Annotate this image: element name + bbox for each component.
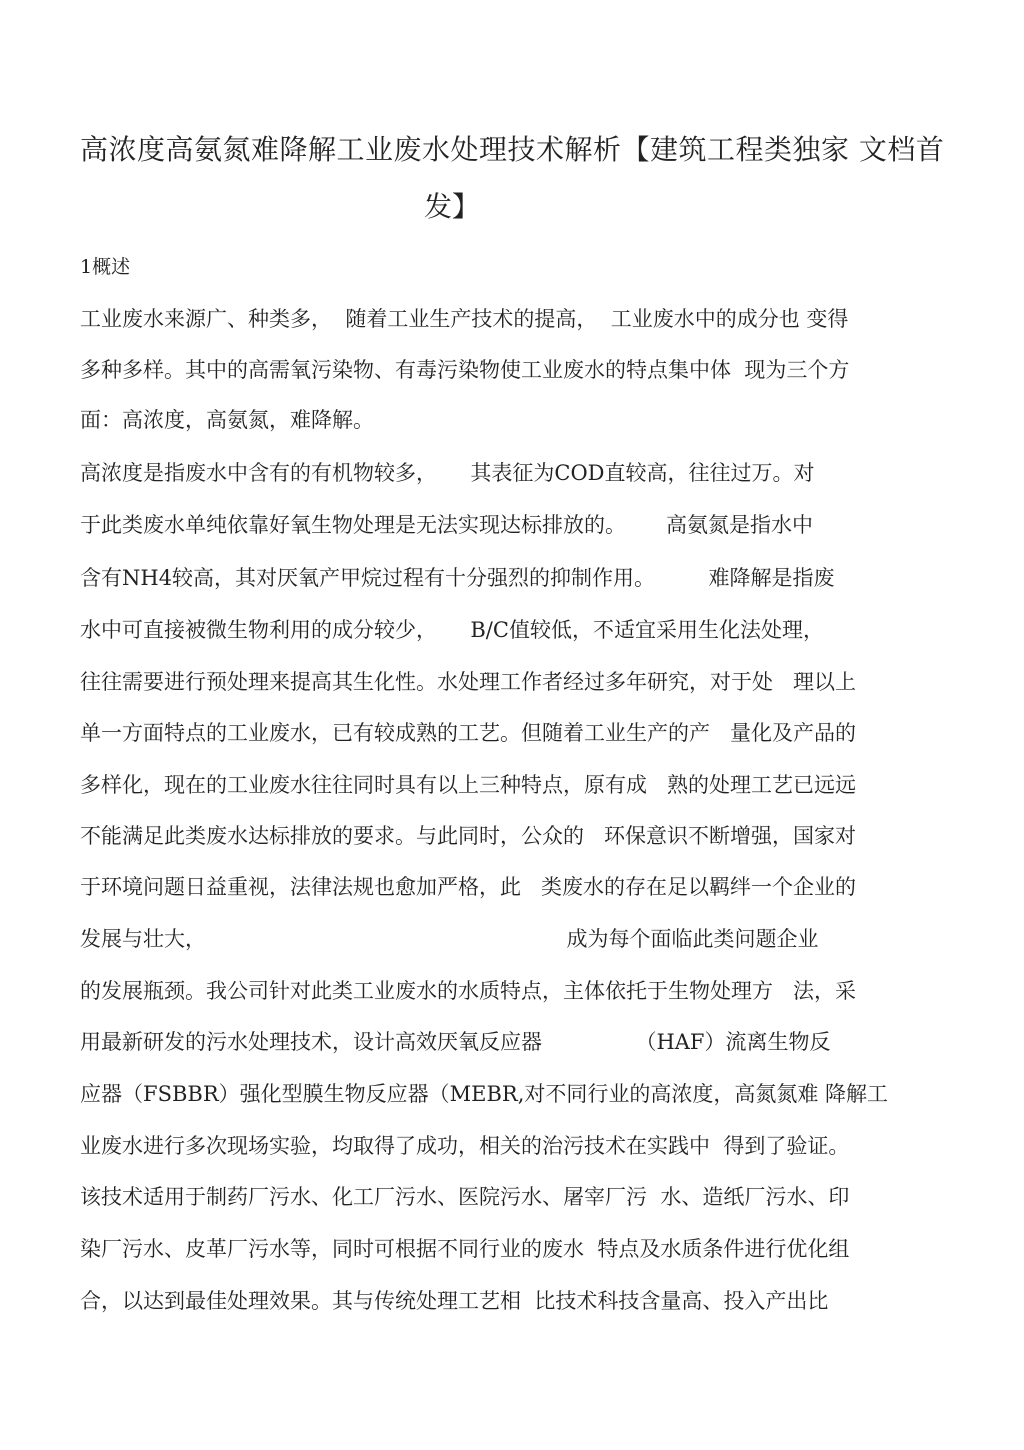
body-line: 往往需要进行预处理来提高其生化性。水处理工作者经过多年研究，对于处 理以上	[80, 670, 857, 694]
body-line: 面：高浓度，高氨氮，难降解。	[80, 408, 374, 432]
body-line: 业废水进行多次现场实验，均取得了成功，相关的治污技术在实践中 得到了验证。	[80, 1134, 850, 1158]
body-line: 合，以达到最佳处理效果。其与传统处理工艺相 比技术科技含量高、投入产出比	[80, 1289, 829, 1313]
section-heading: 1概述	[80, 256, 131, 278]
body-line: 发展与壮大， 成为每个面临此类问题企业	[80, 927, 819, 951]
body-line: 工业废水来源广、种类多， 随着工业生产技术的提高， 工业废水中的成分也 变得	[80, 307, 849, 331]
body-line: 的发展瓶颈。我公司针对此类工业废水的水质特点，主体依托于生物处理方 法，采	[80, 979, 857, 1003]
document-title-line-2: 发】	[424, 190, 481, 223]
body-line: 多样化，现在的工业废水往往同时具有以上三种特点，原有成 熟的处理工艺已远远	[80, 773, 857, 797]
body-line: 应器（FSBBR）强化型膜生物反应器（MEBR,对不同行业的高浓度，高氮氮难 降解工	[80, 1082, 889, 1106]
body-line: 单一方面特点的工业废水，已有较成熟的工艺。但随着工业生产的产 量化及产品的	[80, 721, 857, 745]
body-line: 多种多样。其中的高需氧污染物、有毒污染物使工业废水的特点集中体 现为三个方	[80, 358, 850, 382]
body-line: 高浓度是指废水中含有的有机物较多， 其表征为COD直较高，往往过万。对	[80, 461, 815, 485]
body-line: 于此类废水单纯依靠好氧生物处理是无法实现达标排放的。 高氨氮是指水中	[80, 513, 814, 537]
body-line: 水中可直接被微生物利用的成分较少， B/C值较低，不适宜采用生化法处理，	[80, 618, 824, 642]
body-line: 不能满足此类废水达标排放的要求。与此同时，公众的 环保意识不断增强，国家对	[80, 824, 857, 848]
body-line: 染厂污水、皮革厂污水等，同时可根据不同行业的废水 特点及水质条件进行优化组	[80, 1237, 850, 1261]
body-line: 含有NH4较高，其对厌氧产甲烷过程有十分强烈的抑制作用。 难降解是指废	[80, 566, 835, 590]
body-line: 该技术适用于制药厂污水、化工厂污水、医院污水、屠宰厂污 水、造纸厂污水、印	[80, 1185, 850, 1209]
body-line: 用最新研发的污水处理技术，设计高效厌氧反应器 （HAF）流离生物反	[80, 1030, 831, 1054]
body-line: 于环境问题日益重视，法律法规也愈加严格，此 类废水的存在足以羁绊一个企业的	[80, 875, 857, 899]
document-title-line-1: 高浓度高氨氮难降解工业废水处理技术解析【建筑工程类独家 文档首	[80, 133, 945, 166]
